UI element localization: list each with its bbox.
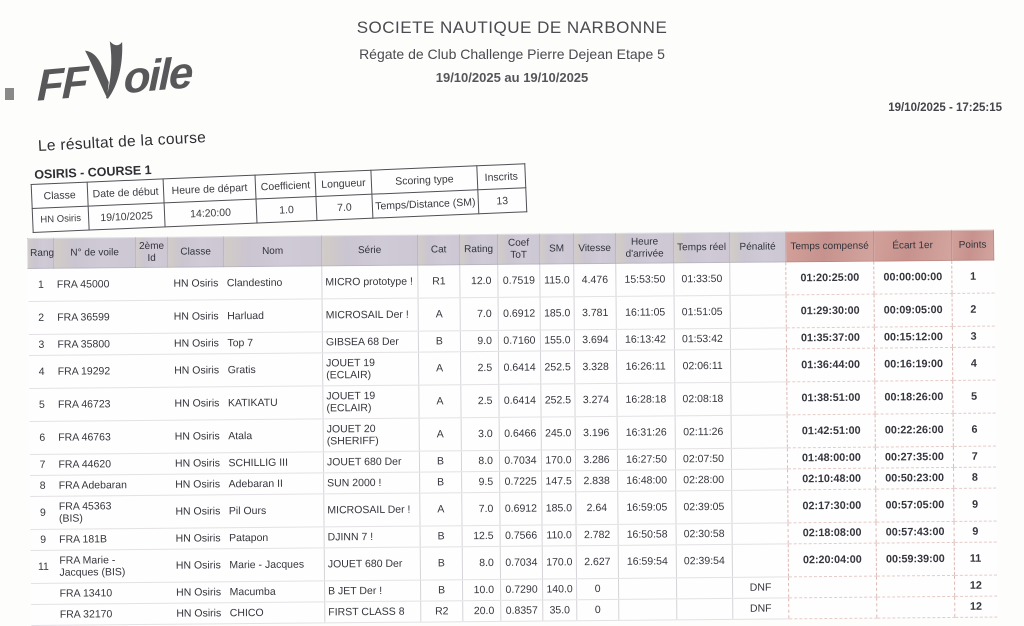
results-cell: FRA 46763 [55,421,137,455]
results-cell: 11 [30,550,56,583]
results-cell: 10.0 [462,579,500,600]
results-cell: 185.0 [540,297,574,330]
results-cell: 00:15:12:00 [874,326,952,348]
results-cell: 2.838 [576,470,618,491]
results-cell: 5 [953,380,995,413]
results-cell: DJINN 7 ! [324,526,420,548]
results-cell: 252.5 [541,351,575,384]
results-cell: 0.6912 [498,297,540,330]
results-cell: A [419,418,461,451]
course-column-header: Inscrits [477,164,526,190]
results-cell: R1 [418,265,460,298]
section-title: Le résultat de la course [37,129,207,155]
results-cell: B [420,547,462,580]
course-column-header: Heure de départ [163,175,256,203]
results-cell: 01:38:51:00 [787,381,875,415]
print-timestamp: 19/10/2025 - 17:25:15 [888,102,1002,114]
results-cell [876,575,954,597]
results-body [28,260,997,625]
results-cell: 0.6414 [499,384,541,417]
results-cell: 12 [954,575,996,596]
results-column-header: Nom [223,236,321,267]
results-cell [139,603,171,624]
results-cell: HN Osiris [170,474,226,495]
results-cell: 0.7160 [498,330,540,351]
results-table [27,230,997,626]
results-cell: 4 [952,347,994,380]
results-column-header: Cat [417,235,459,265]
results-cell: 12.0 [460,264,498,297]
results-cell: 0.7034 [500,546,542,579]
results-cell: FRA 46723 [55,388,137,422]
results-cell: 7.0 [462,492,500,525]
results-cell: 9 [954,488,996,521]
results-cell [676,577,732,598]
results-cell: 02:20:04:00 [788,543,876,577]
results-cell [730,262,786,295]
results-cell: HN Osiris [169,387,225,420]
results-cell: HN Osiris [171,582,227,603]
results-cell: MICROSAIL Der ! [324,493,420,527]
results-cell: R2 [421,601,463,622]
results-cell: Top 7 [224,332,322,354]
results-cell: 9.5 [462,471,500,492]
results-column-header: SM [539,234,573,264]
course-caption: OSIRIS - COURSE 1 [33,162,152,182]
results-cell: Harluad [224,299,322,333]
results-cell: 1 [28,268,54,301]
results-cell: B [420,472,462,493]
results-cell: JOUET 20 (SHERIFF) [323,418,419,452]
results-cell: 02:18:08:00 [788,522,876,544]
results-cell: 16:50:58 [618,524,676,546]
results-cell: 0.6912 [500,492,542,525]
results-cell: 7 [953,446,995,467]
sail-v-icon [82,39,127,102]
results-cell: Adebaran II [226,473,324,495]
results-column-header: Classe [167,237,223,267]
results-column-header: Pénalité [729,232,785,262]
results-cell [731,382,787,415]
results-column-header: Rating [459,234,497,264]
results-cell: 16:11:05 [616,296,674,330]
results-cell: 8 [954,467,996,488]
results-cell: 16:59:54 [618,545,676,579]
results-cell: HN Osiris [169,354,225,387]
results-cell [31,604,57,625]
results-cell: JOUET 680 Der [323,451,419,473]
results-cell: FRA 181B [56,529,138,551]
results-cell: 8.0 [462,546,500,579]
results-column-header: Rang [28,238,54,268]
results-cell [732,523,788,544]
results-cell: 20.0 [463,600,501,621]
results-cell [136,267,168,300]
results-cell: 3.274 [575,383,617,416]
results-cell: Atala [225,419,323,453]
event-dates: 19/10/2025 au 19/10/2025 [435,70,589,85]
results-cell: HN Osiris [170,495,226,528]
logo-text-ff: FF [36,57,88,112]
results-cell: 6 [29,421,55,454]
results-cell: FRA 32170 [57,604,139,626]
results-cell: 35.0 [543,600,577,621]
results-cell: B [420,526,462,547]
results-cell: 252.5 [541,384,575,417]
results-cell: HN Osiris [169,453,225,474]
results-cell: DNF [732,577,788,598]
results-cell: 0.7566 [500,525,542,546]
results-column-header: Coef ToT [497,234,539,264]
results-cell: FRA 35800 [54,334,136,356]
results-cell: 02:06:11 [675,349,731,382]
results-cell: 00:50:23:00 [876,467,954,489]
results-cell: 15:53:50 [616,263,674,297]
results-cell: FRA 45000 [54,268,136,302]
results-cell: FRA 44620 [55,454,137,476]
results-cell: A [418,298,460,331]
course-cell: 13 [478,188,527,214]
results-cell: 0 [576,578,618,599]
results-cell: 0.7519 [498,264,540,297]
results-cell: HN Osiris [170,549,226,582]
results-cell: 140.0 [542,579,576,600]
results-cell: 02:39:05 [676,490,732,523]
course-cell: 19/10/2025 [88,203,165,230]
results-cell: Marie - Jacques [226,548,324,582]
results-cell [139,582,171,603]
results-cell [136,333,168,354]
results-cell: HN Osiris [171,603,227,624]
results-cell [31,583,57,604]
results-cell: 02:10:48:00 [788,468,876,490]
results-cell: 00:09:05:00 [874,293,952,327]
results-cell: 3.781 [574,296,616,329]
results-cell [788,576,876,598]
course-cell: 7.0 [316,194,373,220]
results-cell: MICROSAIL Der ! [322,298,418,332]
results-cell: 02:11:26 [675,415,731,448]
results-cell [730,349,786,382]
results-cell: 7 [29,454,55,475]
results-cell: FRA Marie - Jacques (BIS) [56,550,138,584]
results-cell: 0.7290 [500,579,542,600]
results-cell: 0 [577,599,619,620]
results-cell: Patapon [226,527,324,549]
results-column-header: Temps réel [673,232,729,262]
results-cell: CHICO [227,602,325,624]
results-cell: B [418,331,460,352]
results-column-header: Points [951,230,993,260]
results-cell: 4.476 [574,263,616,296]
results-cell: 3 [952,326,994,347]
results-cell: 16:28:18 [617,383,675,417]
results-cell: 01:20:25:00 [786,261,874,295]
results-cell [877,596,955,618]
results-cell: 147.5 [542,471,576,492]
course-column-header: Date de début [87,179,164,206]
results-cell [789,597,877,619]
results-cell: 170.0 [541,450,575,471]
results-cell: A [420,493,462,526]
results-cell [137,354,169,387]
course-cell: Temps/Distance (SM) [372,190,479,218]
results-cell: 01:48:00:00 [787,447,875,469]
results-cell [677,598,733,619]
event-title: Régate de Club Challenge Pierre Dejean Etape 5 [359,46,665,62]
course-column-header: Scoring type [371,166,478,194]
results-cell: SUN 2000 ! [324,472,420,494]
results-cell: B JET Der ! [325,580,421,602]
results-cell: 1 [952,260,994,293]
results-cell: HN Osiris [169,420,225,453]
results-cell: 00:27:35:00 [875,446,953,468]
results-cell: SCHILLIG III [225,452,323,474]
results-cell: 00:57:05:00 [876,488,954,522]
results-cell [137,453,169,474]
results-cell: FRA 13410 [57,583,139,605]
results-cell [730,328,786,349]
results-cell: 02:07:50 [675,448,731,469]
organization-title: SOCIETE NAUTIQUE DE NARBONNE [356,18,668,37]
results-cell: 02:17:30:00 [788,489,876,523]
results-cell: 16:13:42 [616,329,674,351]
course-info [30,147,527,233]
results-cell: 9 [30,496,56,529]
results-cell: HN Osiris [168,300,224,333]
results-cell [138,495,170,528]
results-cell [137,420,169,453]
results-cell: JOUET 680 Der [324,547,420,581]
results-cell: 12 [955,596,997,617]
results-cell: B [421,580,463,601]
results-cell: 3 [28,334,54,355]
results-cell: FRA Adebaran [56,475,138,497]
results-cell: 115.0 [540,264,574,297]
results-cell: A [419,352,461,385]
results-cell: 0.7225 [500,471,542,492]
results-cell: 8 [30,475,56,496]
results-cell: 170.0 [542,546,576,579]
results-cell: 2.64 [576,491,618,524]
results-cell: 02:30:58 [676,523,732,544]
results-cell: 01:35:37:00 [786,327,874,349]
document-header [232,18,792,85]
results-cell: 0.6466 [499,417,541,450]
results-cell: 0.7034 [499,450,541,471]
results-cell: 6 [953,413,995,446]
results-cell: B [419,451,461,472]
results-cell: 11 [954,542,996,575]
results-cell: 00:16:19:00 [874,347,952,381]
results-cell: 3.286 [575,449,617,470]
results-column-header: Vitesse [573,233,615,263]
results-cell: 16:48:00 [618,470,676,492]
results-column-header: Écart 1er [873,230,951,261]
logo-text-oile: oile [123,48,192,104]
results-cell [731,415,787,448]
results-cell [138,549,170,582]
results-cell [138,474,170,495]
results-column-header: Heure d'arrivée [615,233,673,264]
results-cell: FRA 36599 [54,301,136,335]
results-cell [730,295,786,328]
results-cell: 3.694 [574,329,616,350]
results-cell: 7.0 [460,297,498,330]
results-cell: 2 [952,293,994,326]
results-cell: 2.5 [461,384,499,417]
results-cell: 16:59:05 [618,491,676,525]
course-cell: 14:20:00 [164,199,257,227]
results-cell: 2.5 [461,351,499,384]
results-cell [138,528,170,549]
results-cell: JOUET 19 (ECLAIR) [323,385,419,419]
results-cell: 110.0 [542,525,576,546]
results-cell: Gratis [225,353,323,387]
results-cell: HN Osiris [168,333,224,354]
course-column-header: Classe [31,182,88,208]
results-cell [137,387,169,420]
ffvoile-logo [34,33,193,112]
results-cell: GIBSEA 68 Der [322,331,418,353]
results-cell: 00:18:26:00 [875,380,953,414]
results-cell: 01:29:30:00 [786,294,874,328]
results-cell: MICRO prototype ! [322,265,418,299]
results-column-header: Temps compensé [785,231,873,262]
results-cell: 16:26:11 [617,350,675,384]
results-cell: JOUET 19 (ECLAIR) [323,352,419,386]
results-column-header: 2ème Id [136,237,168,267]
results-cell: 2.627 [576,545,618,578]
results-cell: 01:33:50 [674,262,730,295]
results-cell: Pil Ours [226,494,324,528]
results-cell: 02:08:18 [675,382,731,415]
results-cell: Clandestino [224,266,322,300]
results-cell: 01:53:42 [674,328,730,349]
results-cell: KATIKATU [225,386,323,420]
results-cell: 00:59:39:00 [876,542,954,576]
results-cell: 245.0 [541,417,575,450]
results-cell: 01:42:51:00 [787,414,875,448]
results-cell: 9.0 [460,330,498,351]
results-cell: 3.196 [575,416,617,449]
course-cell: 1.0 [256,197,317,223]
results-cell: 2 [28,301,54,334]
results-cell: HN Osiris [168,267,224,300]
results-cell [731,448,787,469]
course-cell: HN Osiris [32,206,89,232]
results-cell [732,490,788,523]
results-cell [732,469,788,490]
results-cell: 0.6414 [499,351,541,384]
results-cell: 00:57:43:00 [876,521,954,543]
results-column-header: Série [321,235,417,266]
results-cell: 00:22:26:00 [875,413,953,447]
results-cell: 16:27:50 [617,449,675,471]
scan-artifact [5,88,14,100]
results-cell: 8.0 [461,450,499,471]
results-cell: 2.782 [576,524,618,545]
results-cell: FRA 19292 [55,355,137,389]
results-cell: 01:51:05 [674,295,730,328]
results-cell: 0.8357 [501,600,543,621]
results-cell: 16:31:26 [617,416,675,450]
results-cell: 12.5 [462,525,500,546]
results-cell: 3.328 [575,350,617,383]
results-cell: A [419,385,461,418]
results-cell: 9 [30,529,56,550]
results-cell [136,300,168,333]
course-column-header: Longueur [315,170,372,196]
results-cell: 02:39:54 [676,544,732,577]
results-cell: FIRST CLASS 8 [325,601,421,623]
results-column-header: N° de voile [54,238,136,269]
results-cell: Macumba [227,581,325,603]
results-cell: 185.0 [542,492,576,525]
results-cell: 4 [29,355,55,388]
results-cell: DNF [733,598,789,619]
results-cell: 3.0 [461,417,499,450]
results-cell: HN Osiris [170,528,226,549]
results-cell: 02:28:00 [676,469,732,490]
results-cell [618,578,676,600]
results-cell: 00:00:00:00 [874,260,952,294]
results-cell: 01:36:44:00 [786,348,874,382]
results-cell: FRA 45363 (BIS) [56,496,138,530]
results-cell: 9 [954,521,996,542]
results-cell [732,544,788,577]
results-cell: 155.0 [540,330,574,351]
course-column-header: Coefficient [255,173,316,199]
results-cell: 5 [29,388,55,421]
results [27,230,997,626]
